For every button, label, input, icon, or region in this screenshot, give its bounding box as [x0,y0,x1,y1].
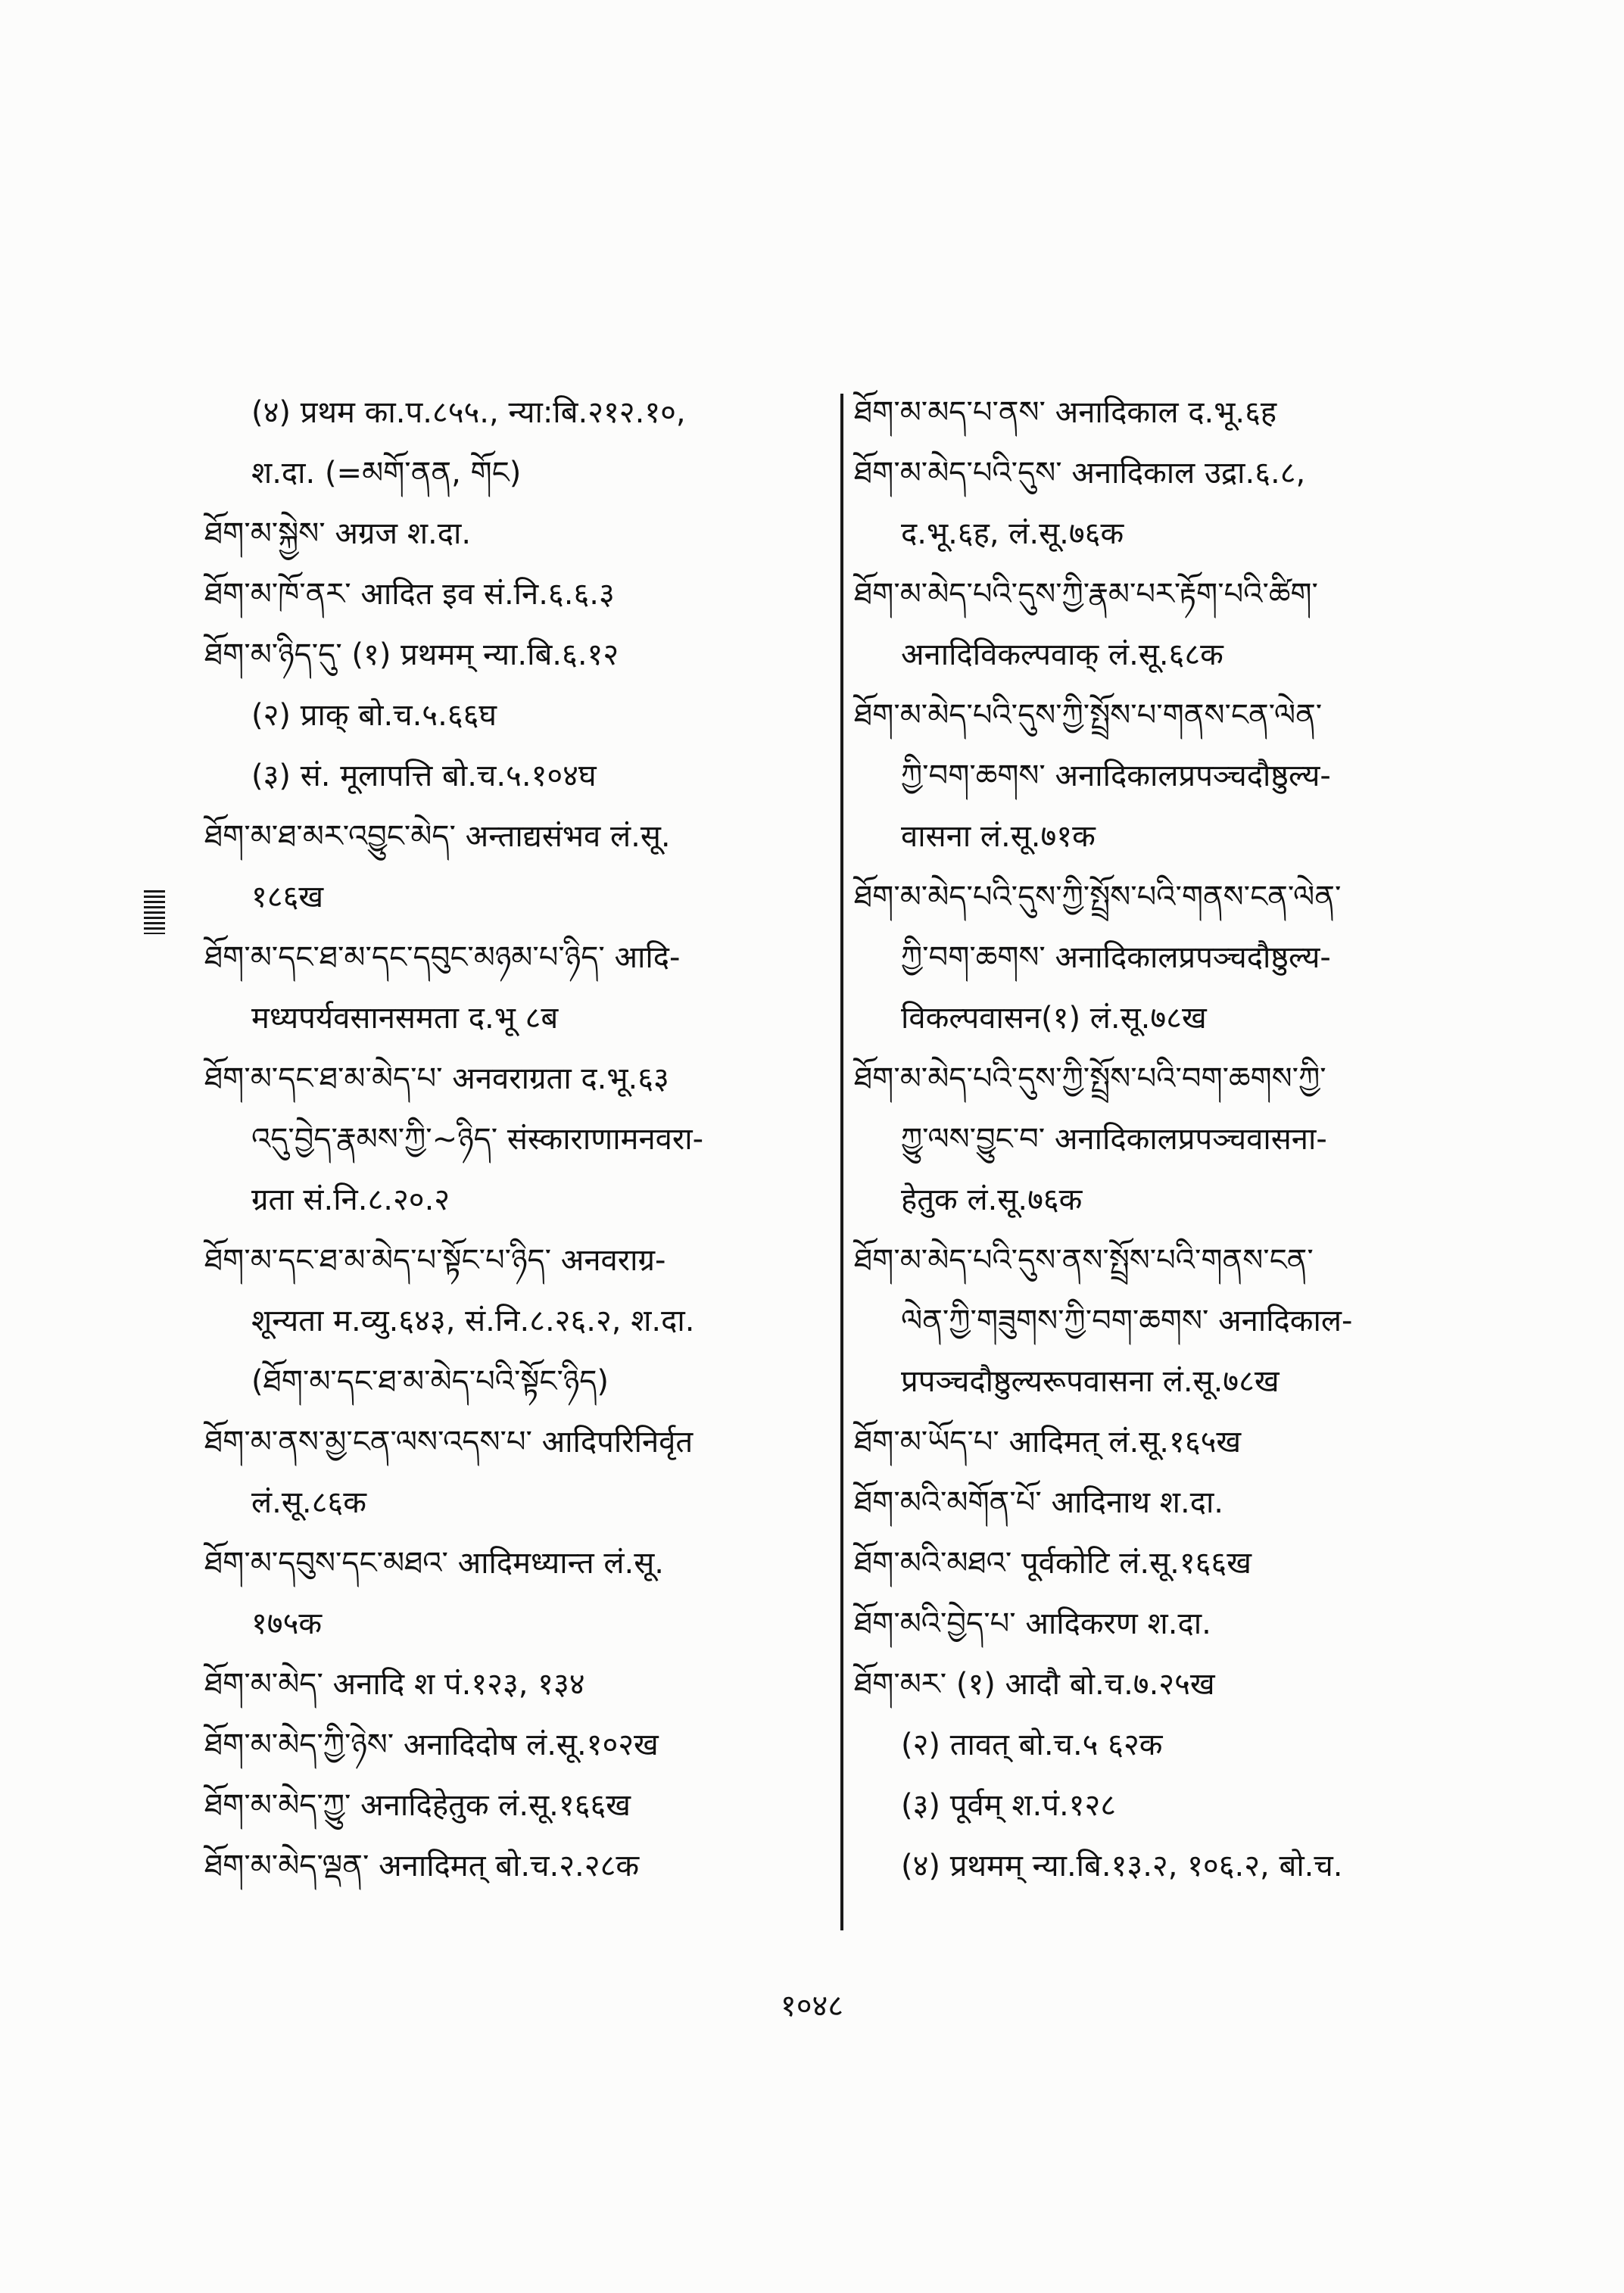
dictionary-line: (४) प्रथमम् न्या.बि.१३.२, १०६.२, बो.च. [901,1849,1343,1883]
dictionary-line: ཐོག་མ་ཡོད་པ་ आदिमत् लं.सू.१६५ख [854,1425,1242,1460]
dictionary-line: ཐོག་མའི་མཐའ་ पूर्वकोटि लं.सू.१६६ख [854,1546,1252,1581]
dictionary-line: (४) प्रथम का.प.८५५., न्या:बि.२१२.१०, [251,395,686,430]
dictionary-line: अनादिविकल्पवाक् लं.सू.६८क [901,637,1223,672]
dictionary-line: ཐོག་མ་དང་ཐ་མ་མེད་པ་སྟོང་པ་ཉིད་ अनवराग्र- [204,1243,666,1278]
dictionary-line: ཐོག་མ་ཐ་མར་འབྱུང་མེད་ अन्ताद्यसंभव लं.सू. [204,819,671,854]
dictionary-line: मध्यपर्यवसानसमता द.भू ८ब [251,1001,559,1036]
dictionary-line: (ཐོག་མ་དང་ཐ་མ་མེད་པའི་སྟོང་ཉིད) [251,1364,609,1399]
dictionary-line: (३) पूर्वम् श.पं.१२८ [901,1788,1117,1823]
dictionary-line: ཀྱི་བག་ཆགས་ अनादिकालप्रपञ्चदौष्ठुल्य- [901,759,1331,793]
dictionary-line: ཐོག་མ་མེད་ཀྱི་ཉེས་ अनादिदोष लं.सू.१०२ख [204,1728,659,1762]
dictionary-line: ཀྱི་བག་ཆགས་ अनादिकालप्रपञ्चदौष्ठुल्य- [901,940,1331,975]
dictionary-line: वासना लं.सू.७१क [901,819,1096,854]
dictionary-line: (२) प्राक् बो.च.५.६६घ [251,698,497,733]
dictionary-line: ཐོག་མར་ (१) आदौ बो.च.७.२५ख [854,1667,1215,1702]
dictionary-line: ཀྱུ་ལས་བྱུང་བ་ अनादिकालप्रपञ्चवासना- [901,1122,1327,1157]
dictionary-line: ཐོག་མ་ཉིད་དུ་ (१) प्रथमम् न्या.बि.६.१२ [204,637,619,672]
dictionary-line: ཐོག་མ་མེད་ अनादि श पं.१२३, १३४ [204,1667,585,1702]
dictionary-line: ལེན་ཀྱི་གཟུགས་ཀྱི་བག་ཆགས་ अनादिकाल- [901,1304,1353,1338]
dictionary-line: ཐོག་མ་མེད་པའི་དུས་ཀྱི་སྤྲོས་པ་གནས་ངན་ལེན་ [854,698,1323,733]
dictionary-line: १७५क [251,1606,323,1641]
column-divider [840,394,843,1930]
page-number: १०४८ [780,1989,844,2024]
margin-mark [144,890,165,934]
right-column [854,382,1475,1896]
dictionary-line: ཐོག་མ་སྐྱེས་ अग्रज श.दा. [204,516,472,551]
dictionary-line: विकल्पवासन(१) लं.सू.७८ख [901,1001,1207,1036]
dictionary-line: हेतुक लं.सू.७६क [901,1182,1083,1217]
left-column [204,382,833,1896]
dictionary-line: ཐོག་མ་མེད་པའི་དུས་ཀྱི་སྤྲོས་པའི་གནས་ངན་ལེན་ [854,880,1342,914]
dictionary-line: ཐོག་མ་མེད་པའི་དུས་ཀྱི་རྣམ་པར་རྟོག་པའི་ཚིག་ [854,577,1318,612]
dictionary-line: ཐོག་མ་མེད་པའི་དུས་ནས་སྤྲོས་པའི་གནས་ངན་ [854,1243,1314,1278]
dictionary-line: ཐོག་མ་ཁོ་ནར་ आदित इव सं.नि.६.६.३ [204,577,615,612]
dictionary-line: १८६ख [251,880,324,914]
dictionary-line: द.भू.६ह, लं.सू.७६क [901,516,1124,551]
dictionary-line: ཐོག་མ་དང་ཐ་མ་དང་དབུང་མཉམ་པ་ཉིད་ आदि- [204,940,681,975]
dictionary-line: ཐོག་མ་མད་པ་ནས་ अनादिकाल द.भू.६ह [854,395,1277,430]
dictionary-line: ཐོག་མ་མེད་ཀྱུ་ अनादिहेतुक लं.सू.१६६ख [204,1788,631,1823]
dictionary-line: ཐོག་མ་མེད་པའི་དུས་ अनादिकाल उद्रा.६.८, [854,456,1306,491]
dictionary-line: འདུ་བྱེད་རྣམས་ཀྱི་~ཉིད་ संस्काराणामनवरा- [251,1122,704,1157]
dictionary-line: ཐོག་མ་དང་ཐ་མ་མེད་པ་ अनवराग्रता द.भू.६३ [204,1061,669,1096]
dictionary-line: ཐོག་མའི་བྱེད་པ་ आदिकरण श.दा. [854,1606,1211,1641]
dictionary-line: श.दा. (=མགོ་ནན, གོང) [251,456,522,491]
dictionary-line: ཐོག་མ་ནས་མྱ་ངན་ལས་འདས་པ་ आदिपरिनिर्वृत [204,1425,694,1460]
dictionary-line: लं.सू.८६क [251,1485,366,1520]
dictionary-line: ཐོག་མ་མེད་ལྡན་ अनादिमत् बो.च.२.२८क [204,1849,640,1883]
dictionary-line: ཐོག་མ་དབུས་དང་མཐའ་ आदिमध्यान्त लं.सू. [204,1546,665,1581]
dictionary-line: ཐོག་མའི་མགོན་པོ་ आदिनाथ श.दा. [854,1485,1224,1520]
dictionary-line: ཐོག་མ་མེད་པའི་དུས་ཀྱི་སྤྲོས་པའི་བག་ཆགས་ཀྱི་ [854,1061,1326,1096]
dictionary-line: (२) तावत् बो.च.५ ६२क [901,1728,1163,1762]
dictionary-line: ग्रता सं.नि.८.२०.२ [251,1182,450,1217]
dictionary-line: प्रपञ्चदौष्ठुल्यरूपवासना लं.सू.७८ख [901,1364,1280,1399]
dictionary-line: (३) सं. मूलापत्ति बो.च.५.१०४घ [251,759,597,793]
dictionary-line: शून्यता म.व्यु.६४३, सं.नि.८.२६.२, श.दा. [251,1304,695,1338]
